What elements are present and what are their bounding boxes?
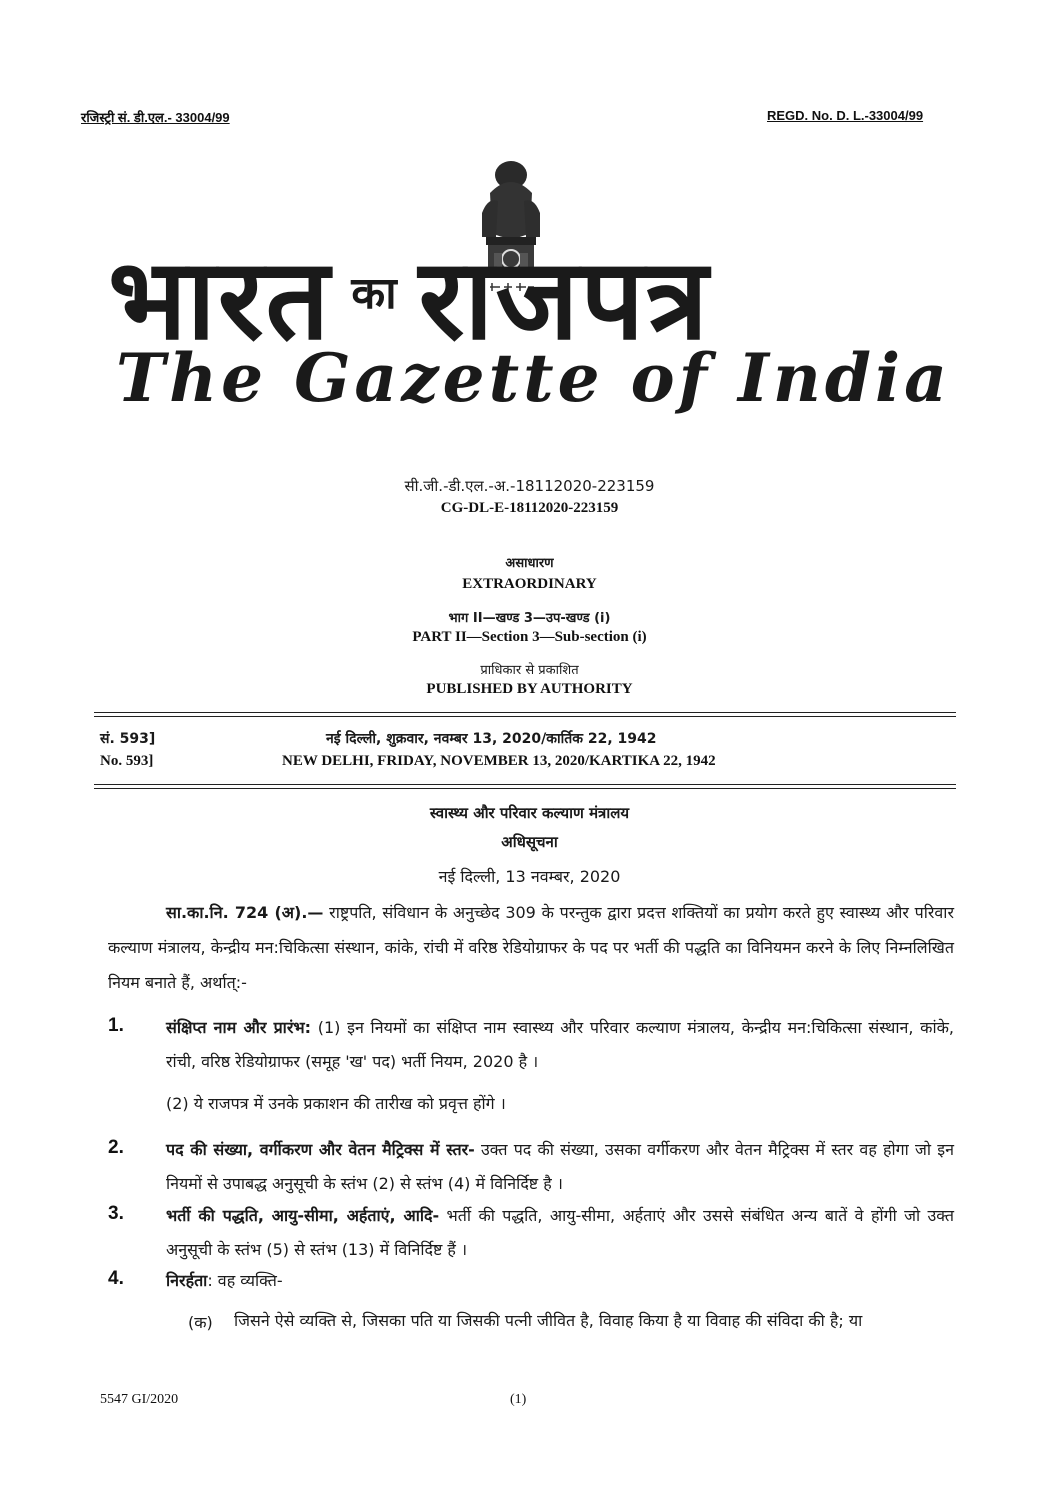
- masthead-rajpatra: राजपत्र: [418, 235, 710, 365]
- divider-bottom: [94, 784, 956, 785]
- divider-top-double: [94, 716, 956, 717]
- rule-text: भर्ती की पद्धति, आयु-सीमा, अर्हताएं और उससे संबंधित अन्य बातें वे होंगी जो उक्त अनुसूची के स्तंभ (5) से स्तंभ (13) में विनिर्दिष्ट हैं ।: [166, 1206, 955, 1259]
- clause-text: जिसने ऐसे व्यक्ति से, जिसका पति या जिसकी पत्नी जीवित है, विवाह किया है या विवाह की संविदा की है; या: [234, 1311, 863, 1330]
- preamble: [108, 895, 954, 1000]
- rule-number: 3.: [108, 1203, 124, 1224]
- issue-date-english: NEW DELHI, FRIDAY, NOVEMBER 13, 2020/KARTIKA 22, 1942: [282, 753, 716, 769]
- rule-1-subclause: (2) ये राजपत्र में उनके प्रकाशन की तारीख को प्रवृत्त होंगे ।: [166, 1094, 506, 1113]
- registration-number-english: REGD. No. D. L.-33004/99: [767, 108, 924, 123]
- rule-heading: पद की संख्या, वर्गीकरण और वेतन मैट्रिक्स में स्तर-: [166, 1140, 475, 1159]
- rule-number: 1.: [108, 1015, 124, 1036]
- notification-type: अधिसूचना: [501, 833, 558, 851]
- published-by-authority-english: PUBLISHED BY AUTHORITY: [426, 681, 633, 697]
- rule-4: [166, 1264, 954, 1298]
- rule-text: उक्त पद की संख्या, उसका वर्गीकरण और वेतन मैट्रिक्स में स्तर वह होगा जो इन नियमों से उपाबद्ध अनुसूची के स्तंभ (2) से स्तंभ (4) में विनिर्दिष्ट है ।: [166, 1140, 954, 1193]
- gsr-number: सा.का.नि. 724 (अ).—: [166, 903, 324, 922]
- masthead-ka: का: [351, 268, 399, 319]
- issue-number-hindi: सं. 593]: [100, 731, 156, 747]
- rule-number: 4.: [108, 1268, 124, 1289]
- rule-2: [166, 1133, 954, 1201]
- extraordinary-english: EXTRAORDINARY: [462, 576, 597, 592]
- rule-text: (1) इन नियमों का संक्षिप्त नाम स्वास्थ्य और परिवार कल्याण मंत्रालय, केन्द्रीय मन:चिकित्सा संस्थान, कांके, रांची, वरिष्ठ रेडियोग्राफर (समूह 'ख' पद) भर्ती नियम, 2020 है ।: [166, 1018, 954, 1071]
- divider-bottom-double: [94, 788, 956, 789]
- footer-code: 5547 GI/2020: [100, 1392, 179, 1407]
- masthead-hindi: [108, 235, 954, 365]
- preamble-text: राष्ट्रपति, संविधान के अनुच्छेद 309 के परन्तुक द्वारा प्रदत्त शक्तियों का प्रयोग करते हुए स्वास्थ्य और परिवार कल्याण मंत्रालय, केन्द्रीय मन:चिकित्सा संस्थान, कांके, रांची में वरिष्ठ रेडियोग्राफर के पद पर भर्ती की पद्धति का विनियमन करने के लिए निम्नलिखित नियम बनाते हैं, अर्थात्:-: [108, 903, 954, 992]
- part-hindi: भाग II—खण्ड 3—उप-खण्ड (i): [448, 611, 611, 626]
- rule-text: : वह व्यक्ति-: [207, 1271, 283, 1290]
- rule-3: [166, 1199, 954, 1267]
- page-number: (1): [510, 1392, 527, 1407]
- gazette-id-english: CG-DL-E-18112020-223159: [440, 500, 619, 516]
- registration-number-hindi: रजिस्ट्री सं. डी.एल.- 33004/99: [81, 110, 230, 125]
- clause-label: (क): [188, 1313, 213, 1332]
- divider-top: [94, 712, 956, 713]
- gazette-id-hindi: सी.जी.-डी.एल.-अ.-18112020-223159: [404, 477, 655, 495]
- masthead-english: The Gazette of India: [116, 339, 951, 417]
- rule-heading: संक्षिप्त नाम और प्रारंभ:: [166, 1018, 312, 1037]
- rule-heading: निरर्हता: [166, 1271, 208, 1290]
- extraordinary-hindi: असाधारण: [505, 556, 554, 571]
- masthead-bharat: भारत: [108, 235, 332, 365]
- issue-number-english: No. 593]: [100, 753, 154, 769]
- rule-heading: भर्ती की पद्धति, आयु-सीमा, अर्हताएं, आदि-: [166, 1206, 440, 1225]
- issue-date-hindi: नई दिल्ली, शुक्रवार, नवम्बर 13, 2020/कार्तिक 22, 1942: [326, 731, 657, 747]
- ministry-name: स्वास्थ्य और परिवार कल्याण मंत्रालय: [429, 804, 630, 822]
- part-english: PART II—Section 3—Sub-section (i): [412, 629, 647, 645]
- rule-number: 2.: [108, 1137, 124, 1158]
- rule-1: [166, 1011, 954, 1079]
- published-by-authority-hindi: प्राधिकार से प्रकाशित: [480, 663, 579, 678]
- notification-place-date: नई दिल्ली, 13 नवम्बर, 2020: [438, 867, 621, 886]
